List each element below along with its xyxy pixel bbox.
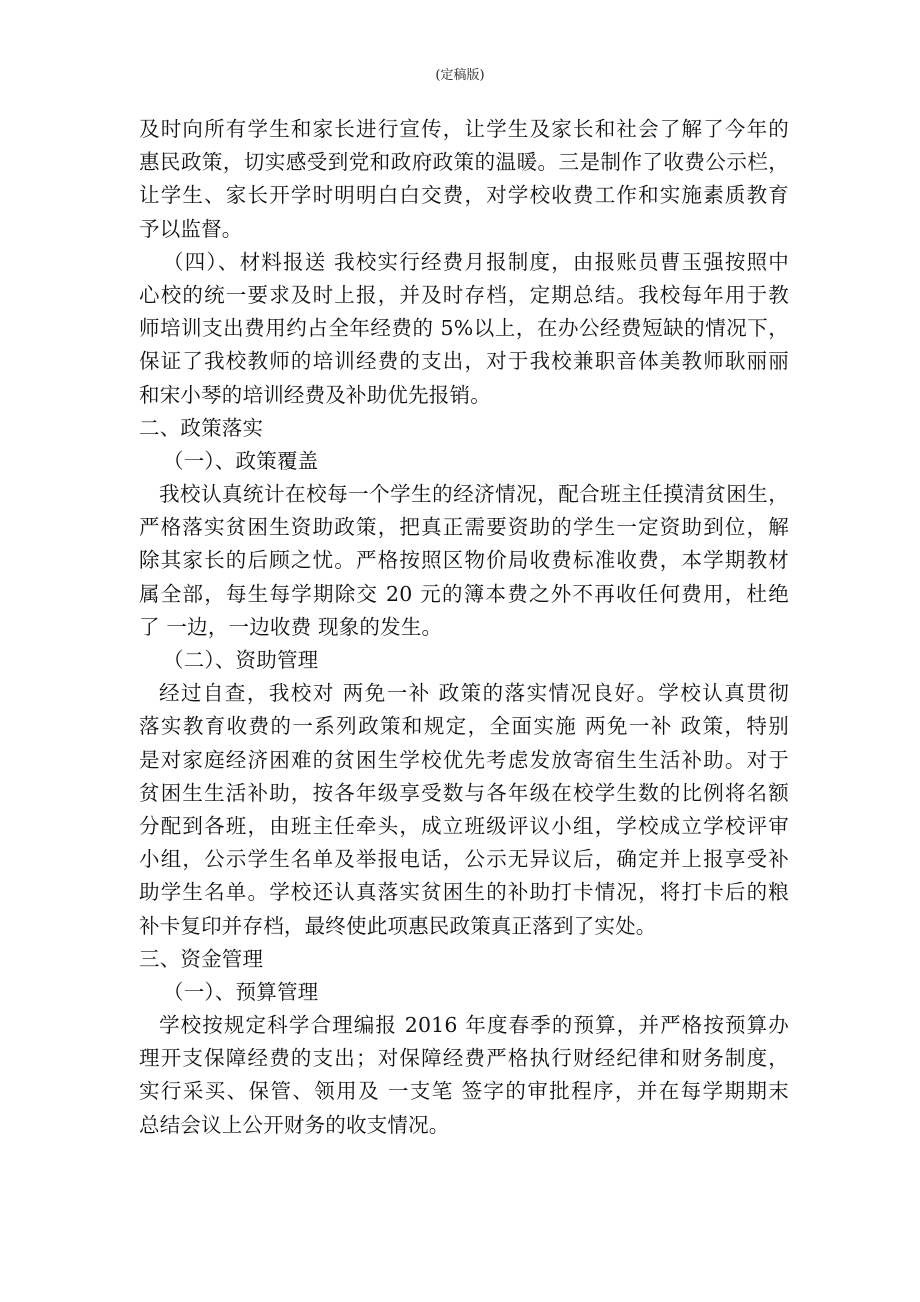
text-line: 惠民政策，切实感受到党和政府政策的温暖。三是制作了收费公示栏， [139,150,789,175]
text-line: 及时向所有学生和家长进行宣传，让学生及家长和社会了解了今年的 [139,117,789,141]
text-line: （四）、材料报送 我校实行经费月报制度，由报账员曹玉强按照中 [163,249,789,274]
text-line: 是对家庭经济困难的贫困生学校优先考虑发放寄宿生生活补助。对于 [139,747,789,772]
text-line: 三、资金管理 [139,946,264,971]
text-line: 实行采买、保管、领用及 一支笔 签字的审批程序，并在每学期期末 [139,1079,789,1104]
text-line: 保证了我校教师的培训经费的支出，对于我校兼职音体美教师耿丽丽 [139,349,789,374]
text-line: 师培训支出费用约占全年经费的 5%以上，在办公经费短缺的情况下， [139,316,789,341]
text-line: 了 一边，一边收费 现象的发生。 [139,614,443,639]
text-line: 分配到各班，由班主任牵头，成立班级评议小组，学校成立学校评审 [139,813,789,838]
text-line: （一）、预算管理 [163,979,319,1004]
text-line: 小组，公示学生名单及举报电话，公示无异议后，确定并上报享受补 [139,847,789,872]
text-line: 让学生、家长开学时明明白白交费，对学校收费工作和实施素质教育 [139,183,789,208]
text-line: 学校按规定科学合理编报 2016 年度春季的预算，并严格按预算办 [159,1013,789,1038]
text-line: 我校认真统计在校每一个学生的经济情况，配合班主任摸清贫困生， [159,482,789,507]
text-line: 除其家长的后顾之忧。严格按照区物价局收费标准收费，本学期教材 [139,548,789,573]
text-line: 补卡复印并存档，最终使此项惠民政策真正落到了实处。 [139,913,657,938]
text-line: （一）、政策覆盖 [163,448,319,473]
text-line: 助学生名单。学校还认真落实贫困生的补助打卡情况，将打卡后的粮 [139,880,789,905]
text-line: 总结会议上公开财务的收支情况。 [139,1112,450,1137]
text-line: 落实教育收费的一系列政策和规定，全面实施 两免一补 政策，特别 [139,714,789,739]
text-line: 贫困生生活补助，按各年级享受数与各年级在校学生数的比例将名额 [139,780,789,805]
draft-version-mark: (定稿版) [435,68,485,83]
text-line: 心校的统一要求及时上报，并及时存档，定期总结。我校每年用于教 [139,282,789,307]
text-line: 二、政策落实 [139,415,264,440]
text-line: 予以监督。 [139,216,243,241]
text-line: （二）、资助管理 [163,648,319,672]
document-body [139,113,789,1142]
text-line: 经过自查，我校对 两免一补 政策的落实情况良好。学校认真贯彻 [159,681,789,706]
text-line: 理开支保障经费的支出；对保障经费严格执行财经纪律和财务制度， [139,1046,789,1071]
text-line: 和宋小琴的培训经费及补助优先报销。 [139,382,491,407]
text-line: 严格落实贫困生资助政策，把真正需要资助的学生一定资助到位，解 [139,515,789,540]
text-line: 属全部，每生每学期除交 20 元的簿本费之外不再收任何费用，杜绝 [139,581,789,606]
